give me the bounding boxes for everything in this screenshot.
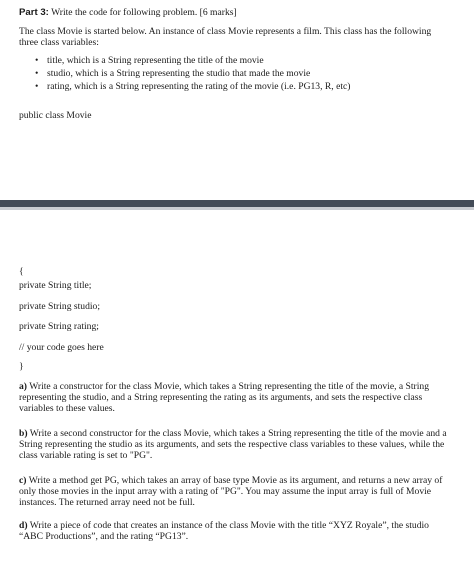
- class-variable-list: [19, 55, 449, 94]
- page-divider: [0, 200, 474, 207]
- close-brace: }: [19, 361, 24, 372]
- part-instruction: Write the code for following problem. [6 marks]: [51, 7, 237, 18]
- question-b: [19, 428, 451, 461]
- question-c-text: Write a method get PG, which takes an array of base type Movie as its argument, and returns a new array of only those movies in the input array with a rating of "PG". You may assume the input array is full of Movie instances. The returned array need not be full.: [19, 475, 443, 508]
- question-a-text: Write a constructor for the class Movie, which takes a String representing the title of the movie, a String representing the studio, and a String representing the rating as its arguments, and sets the respective class variables to these values.: [19, 381, 430, 414]
- page-divider-shadow: [0, 207, 474, 210]
- class-declaration: public class Movie: [19, 110, 92, 121]
- field-rating: private String rating;: [19, 321, 99, 332]
- open-brace: {: [19, 266, 24, 277]
- question-b-label: b): [19, 428, 28, 439]
- question-c-label: c): [19, 475, 27, 486]
- question-b-text: Write a second constructor for the class Movie, which takes a String representing the title of the movie and a String representing the studio as its arguments, and sets the respective class variables to these values, while the class variable rating is set to "PG".: [19, 428, 447, 461]
- part-heading: [19, 7, 237, 18]
- intro-paragraph: The class Movie is started below. An instance of class Movie represents a film. This class has the following three class variables:: [19, 26, 432, 48]
- part-label: Part 3:: [19, 7, 49, 18]
- variable-item-title: • title, which is a String representing the title of the movie: [19, 55, 449, 68]
- question-d-label: d): [19, 520, 28, 531]
- question-c: [19, 475, 451, 508]
- question-d: [19, 520, 451, 542]
- variable-item-rating: • rating, which is a String representing the rating of the movie (i.e. PG13, R, etc): [19, 81, 449, 94]
- field-studio: private String studio;: [19, 301, 101, 312]
- code-comment: // your code goes here: [19, 342, 104, 353]
- variable-item-studio: • studio, which is a String representing the studio that made the movie: [19, 68, 449, 81]
- question-a: [19, 381, 451, 414]
- question-a-label: a): [19, 381, 27, 392]
- field-title: private String title;: [19, 280, 92, 291]
- question-d-text: Write a piece of code that creates an instance of the class Movie with the title “XYZ Royale”, the studio “ABC Productions”, and the rating “PG13”.: [19, 520, 429, 542]
